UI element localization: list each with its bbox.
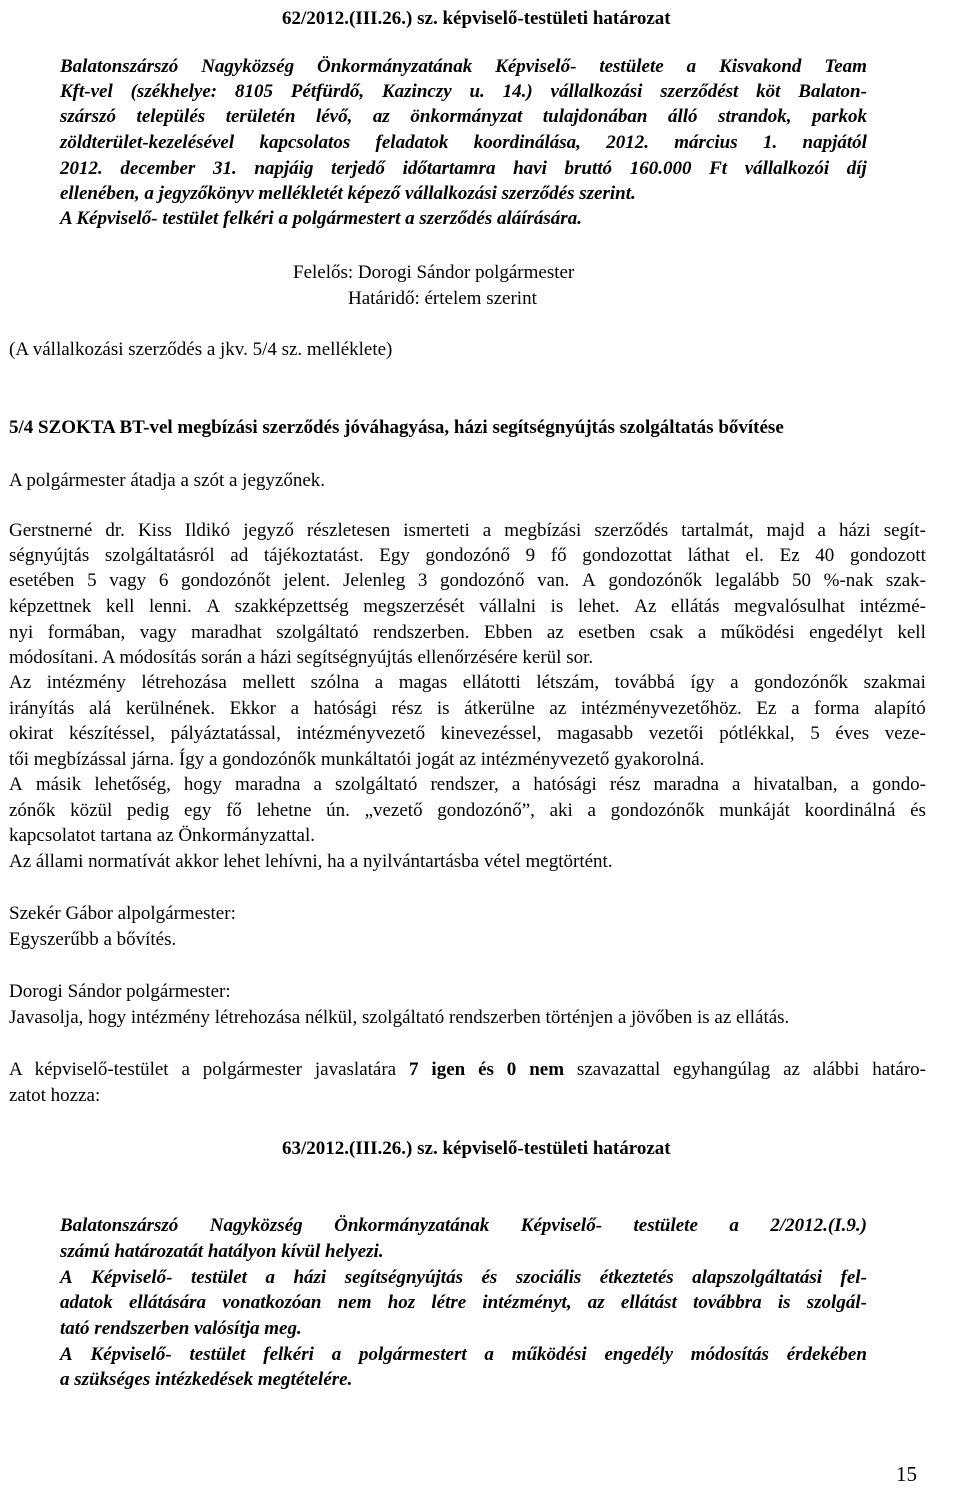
word: legalább xyxy=(714,570,780,591)
word: veze- xyxy=(884,723,926,744)
word: szerződést xyxy=(660,81,739,102)
word: továbbra xyxy=(693,1292,762,1313)
word: ún. xyxy=(326,800,350,821)
word: mellett xyxy=(242,672,296,693)
resolution-62-line xyxy=(60,54,867,80)
word: 3 xyxy=(417,570,428,591)
word: 2012. xyxy=(606,132,649,153)
word: a xyxy=(482,520,492,541)
discussion-line xyxy=(9,543,926,569)
word: alapító xyxy=(874,698,926,719)
word: Képviselő- xyxy=(495,56,577,77)
vote-count: 7 igen és 0 nem xyxy=(409,1059,565,1080)
resolution-62-line: A Képviselő- testület felkéri a polgármestert a szerződés aláírására. xyxy=(60,208,582,229)
word: pótlékkal, xyxy=(719,723,795,744)
word: Ildikó xyxy=(184,520,231,541)
word: 14.) xyxy=(502,81,533,102)
responsible-person: Felelős: Dorogi Sándor polgármester xyxy=(293,262,575,283)
word: kell xyxy=(105,596,135,617)
speaker-statement: Javasolja, hogy intézmény létrehozása nélkül, szolgáltató rendszerben történjen a jövőben is az ellátás. xyxy=(9,1007,790,1028)
word: kell xyxy=(897,622,926,643)
word: a xyxy=(697,622,707,643)
resolution-heading-63: 63/2012.(III.26.) sz. képviselő-testületi határozat xyxy=(282,1138,671,1159)
word: havi xyxy=(513,158,547,179)
word: átkerülne xyxy=(464,698,535,719)
speaker-statement: Egyszerűbb a bővítés. xyxy=(9,929,177,950)
word: fel- xyxy=(840,1267,867,1288)
word: Jelenleg xyxy=(342,570,406,591)
word: gondozónők xyxy=(754,672,849,693)
word: terjedő xyxy=(331,158,385,179)
speaker-name: Dorogi Sándor polgármester: xyxy=(9,981,231,1002)
word: tartalmát, xyxy=(681,520,754,541)
word: Balatonszárszó xyxy=(60,56,179,77)
word: felkéri xyxy=(263,1344,314,1365)
word: esetében xyxy=(9,570,75,591)
resolution-62-line xyxy=(60,156,867,182)
word: hogy xyxy=(183,774,222,795)
word: pedig xyxy=(127,800,170,821)
word: vonatkozóan xyxy=(222,1292,322,1313)
word: működési xyxy=(511,1344,587,1365)
word: létrehozása xyxy=(141,672,227,693)
word: szak- xyxy=(885,570,926,591)
word: település xyxy=(136,106,206,127)
word: is xyxy=(550,596,564,617)
word: 5 xyxy=(810,723,820,744)
word: készítéssel, xyxy=(68,723,155,744)
word: gondozott xyxy=(849,545,926,566)
word: zöldterület-kezelésével xyxy=(60,132,235,153)
word: rész xyxy=(391,698,423,719)
word: Gerstnerné xyxy=(9,520,93,541)
word: álló xyxy=(667,106,698,127)
word: szolgál- xyxy=(806,1292,867,1313)
word: testülete xyxy=(633,1215,698,1236)
word: kapcsolatos xyxy=(259,132,351,153)
word: a xyxy=(313,774,322,795)
word: hivatalban, xyxy=(753,774,838,795)
word: „vezető xyxy=(364,800,423,821)
word: magas xyxy=(398,672,448,693)
discussion-line: Az állami normatívát akkor lehet lehívni, ha a nyilvántartásba vétel megtörtént. xyxy=(9,851,613,872)
word: ellátására xyxy=(128,1292,207,1313)
word: december xyxy=(120,158,196,179)
discussion-line: tői megbízással járna. Így a gondozónők munkáltatói jogát az intézményvezető gyakorolná. xyxy=(9,749,705,770)
word: az xyxy=(587,1292,605,1313)
word: Kft-vel xyxy=(60,81,113,102)
word: gondozónő xyxy=(440,570,525,591)
word: Ebben xyxy=(483,622,533,643)
word: 160.000 xyxy=(629,158,692,179)
word: szociális xyxy=(515,1267,582,1288)
resolution-62-line xyxy=(60,79,867,105)
word: a xyxy=(817,520,826,541)
word: létre xyxy=(431,1292,467,1313)
word: zónők xyxy=(9,800,56,821)
word: lenni. xyxy=(148,596,192,617)
word: időtartamra xyxy=(402,158,496,179)
word: alá xyxy=(89,698,112,719)
word: Képviselő- xyxy=(91,1267,173,1288)
word: ad xyxy=(230,545,249,566)
word: gondozónő”, xyxy=(437,800,535,821)
discussion-line xyxy=(9,721,926,747)
word: működési xyxy=(720,622,795,643)
speaker-name: Szekér Gábor alpolgármester: xyxy=(9,903,236,924)
word: formában, xyxy=(47,622,126,643)
word: testület xyxy=(190,1267,247,1288)
discussion-line xyxy=(9,798,926,824)
word: részletesen xyxy=(306,520,391,541)
word: gondozottat xyxy=(582,545,672,566)
word: szolgáltató xyxy=(276,622,359,643)
word: étkeztetés xyxy=(599,1267,674,1288)
word: okirat xyxy=(9,723,54,744)
word: vagy xyxy=(109,570,147,591)
discussion-line xyxy=(9,696,926,722)
word: a xyxy=(511,774,521,795)
word: lehetőség, xyxy=(94,774,171,795)
word: megbízási xyxy=(504,520,582,541)
word: kinevezéssel, xyxy=(440,723,542,744)
word: Kisvakond xyxy=(719,56,802,77)
word: lehetne xyxy=(256,800,312,821)
word: Kazinczy xyxy=(381,81,452,102)
word: rendszer, xyxy=(430,774,499,795)
word: el. xyxy=(745,545,764,566)
word: Önkormányzatának xyxy=(334,1215,490,1236)
word: segít- xyxy=(883,520,926,541)
word: magasabb xyxy=(557,723,634,744)
word: szerződés xyxy=(594,520,669,541)
resolution-62-line xyxy=(60,104,867,130)
word: testület xyxy=(189,1344,246,1365)
word: esetben xyxy=(578,622,636,643)
word: a xyxy=(730,672,739,693)
word: 2/2012.(I.9.) xyxy=(770,1215,867,1236)
word: koordinálása, xyxy=(473,132,581,153)
word: megszerzését xyxy=(363,596,465,617)
word: strandok, xyxy=(718,106,792,127)
word: az xyxy=(549,698,567,719)
resolution-63-line: a szükséges intézkedések megtételére. xyxy=(60,1369,353,1390)
word: forma xyxy=(814,698,860,719)
word: ismerteti xyxy=(403,520,470,541)
discussion-line xyxy=(9,518,926,544)
resolution-63-line xyxy=(60,1265,867,1291)
word: gondozónő xyxy=(425,545,510,566)
word: területén xyxy=(225,106,296,127)
word: a xyxy=(374,672,384,693)
word: Önkormányzatának xyxy=(317,56,473,77)
word: módosítás xyxy=(690,1344,769,1365)
word: önkormányzat xyxy=(410,106,523,127)
word: a xyxy=(331,1344,342,1365)
word: jelent. xyxy=(283,570,331,591)
word: a xyxy=(265,1267,275,1288)
word: Ez xyxy=(756,698,777,719)
discussion-line xyxy=(9,568,926,594)
word: a xyxy=(729,1215,739,1236)
word: Nagyközség xyxy=(209,1215,303,1236)
word: dr. xyxy=(105,520,125,541)
word: gondozónőt xyxy=(180,570,271,591)
word: A xyxy=(581,570,596,591)
discussion-line xyxy=(9,772,926,798)
word: képzettnek xyxy=(9,596,92,617)
word: egy xyxy=(183,800,212,821)
word: polgármestert xyxy=(358,1344,467,1365)
word: intézményt, xyxy=(482,1292,572,1313)
word: a xyxy=(587,800,596,821)
word: vállalkozási xyxy=(550,81,643,102)
discussion-line xyxy=(9,620,926,646)
word: maradhat xyxy=(191,622,262,643)
word: Egy xyxy=(379,545,410,566)
word: szárszó xyxy=(60,106,116,127)
word: 31. xyxy=(212,158,237,179)
word: házi xyxy=(293,1267,327,1288)
resolution-63-line: tató rendszerben valósítja meg. xyxy=(60,1318,302,1339)
word: Nagyközség xyxy=(201,56,295,77)
word: 50 xyxy=(791,570,811,591)
word: hoz xyxy=(387,1292,416,1313)
word: parkok xyxy=(812,106,867,127)
word: maradna xyxy=(653,774,719,795)
word: is xyxy=(436,698,450,719)
word: létszám, xyxy=(536,672,600,693)
word: a xyxy=(484,1344,494,1365)
word: 40 xyxy=(815,545,835,566)
word: csak xyxy=(649,622,684,643)
word: hatósági xyxy=(313,698,377,719)
word: érdekében xyxy=(786,1344,867,1365)
word: napjától xyxy=(802,132,867,153)
word: Ft xyxy=(709,158,728,179)
word: segítségnyújtás xyxy=(344,1267,463,1288)
word: a xyxy=(732,774,741,795)
word: házi xyxy=(839,520,871,541)
word: irányítás xyxy=(9,698,75,719)
word: Kiss xyxy=(137,520,172,541)
word: engedélyt xyxy=(809,622,883,643)
vote-result-line: zatot hozza: xyxy=(9,1085,101,1106)
word: A xyxy=(60,1344,73,1365)
word: intézményvezetőhöz. xyxy=(580,698,742,719)
word: és xyxy=(910,800,926,821)
word: lévő, xyxy=(315,106,353,127)
word: gondo- xyxy=(872,774,926,795)
word: bruttó xyxy=(564,158,613,179)
word: vállalni xyxy=(479,596,537,617)
word: 9 xyxy=(525,545,536,566)
word: nem xyxy=(337,1292,372,1313)
annex-note: (A vállalkozási szerződés a jkv. 5/4 sz. melléklete) xyxy=(9,339,393,360)
word: testülete xyxy=(599,56,664,77)
word: március xyxy=(674,132,738,153)
resolution-62-line: ellenében, a jegyzőkönyv mellékletét képező vállalkozási szerződés szerint. xyxy=(60,183,636,204)
word: továbbá xyxy=(614,672,675,693)
agenda-item-title: 5/4 SZOKTA BT-vel megbízási szerződés jóváhagyása, házi segítségnyújtás szolgáltatás bővítése xyxy=(9,417,784,438)
word: Az xyxy=(9,672,32,693)
word: Team xyxy=(824,56,867,77)
word: Ekkor xyxy=(229,698,277,719)
word: majd xyxy=(766,520,805,541)
word: gondozónők xyxy=(608,570,703,591)
word: lehet. xyxy=(577,596,620,617)
discussion-line xyxy=(9,670,926,696)
word: fő xyxy=(550,545,567,566)
resolution-63-line: számú határozatát hatályon kívül helyezi. xyxy=(60,1241,384,1262)
word: szakképzettség xyxy=(234,596,349,617)
word: az xyxy=(546,622,564,643)
word: a xyxy=(850,774,859,795)
word: munkáját xyxy=(719,800,790,821)
word: rész xyxy=(609,774,641,795)
word: rendszerben. xyxy=(372,622,470,643)
word: Ez xyxy=(779,545,800,566)
word: A xyxy=(60,1267,73,1288)
word: tájékoztatást. xyxy=(263,545,364,566)
resolution-63-line xyxy=(60,1290,867,1316)
word: Balatonszárszó xyxy=(60,1215,179,1236)
word: és xyxy=(481,1267,498,1288)
word: koordinálná xyxy=(804,800,896,821)
word: feladatok xyxy=(375,132,449,153)
word: intézményvezető xyxy=(296,723,426,744)
resolution-63-line xyxy=(60,1342,867,1368)
word: éves xyxy=(835,723,870,744)
word: u. xyxy=(469,81,485,102)
word: megvalósulhat xyxy=(734,596,845,617)
word: díj xyxy=(846,158,867,179)
word: tulajdonában xyxy=(542,106,648,127)
word: Pétfürdő, xyxy=(290,81,365,102)
discussion-line: módosítani. A módosítás során a házi segítségnyújtás ellenőrzésére kerül sor. xyxy=(9,647,594,668)
discussion-line xyxy=(9,594,926,620)
word: intézmé- xyxy=(859,596,926,617)
word: 8105 xyxy=(234,81,273,102)
discussion-line: kapcsolatot tartana az Önkormányzattal. xyxy=(9,825,315,846)
word: Képviselő- xyxy=(90,1344,172,1365)
resolution-62-line xyxy=(60,130,867,156)
word: a xyxy=(290,698,300,719)
word: köt xyxy=(756,81,781,102)
word: alapszolgáltatási xyxy=(692,1267,823,1288)
word: Képviselő- xyxy=(520,1215,603,1236)
word: Balaton- xyxy=(798,81,867,102)
page-number: 15 xyxy=(896,1462,917,1486)
word: hatósági xyxy=(533,774,597,795)
word: jegyző xyxy=(243,520,294,541)
word: szakmai xyxy=(863,672,926,693)
word: A xyxy=(9,774,23,795)
deadline: Határidő: értelem szerint xyxy=(348,288,537,309)
word: aki xyxy=(549,800,573,821)
word: közül xyxy=(70,800,113,821)
word: másik xyxy=(35,774,82,795)
word: 6 xyxy=(158,570,169,591)
word: %-nak xyxy=(823,570,874,591)
word: van. xyxy=(537,570,570,591)
word: ellátás xyxy=(670,596,720,617)
word: 5 xyxy=(87,570,97,591)
word: Az xyxy=(634,596,657,617)
word: fő xyxy=(226,800,242,821)
word: a xyxy=(686,56,697,77)
word: napjáig xyxy=(254,158,314,179)
word: szólna xyxy=(310,672,360,693)
word: is xyxy=(777,1292,791,1313)
word: 2012. xyxy=(60,158,103,179)
word: intézmény xyxy=(46,672,126,693)
intro-text: A polgármester átadja a szót a jegyzőnek. xyxy=(9,470,326,491)
resolution-63-line xyxy=(60,1213,867,1239)
word: pályáztatással, xyxy=(170,723,281,744)
word: A xyxy=(206,596,221,617)
word: nyi xyxy=(9,622,34,643)
word: 1. xyxy=(762,132,778,153)
word: ellátotti xyxy=(462,672,521,693)
word: szolgáltató xyxy=(335,774,418,795)
word: szolgáltatásról xyxy=(104,545,215,566)
word: vagy xyxy=(139,622,177,643)
word: vállalkozói xyxy=(744,158,830,179)
word: a xyxy=(791,698,800,719)
word: láthat xyxy=(687,545,730,566)
word: az xyxy=(372,106,390,127)
resolution-heading-62: 62/2012.(III.26.) sz. képviselő-testületi határozat xyxy=(282,8,671,29)
word: maradna xyxy=(235,774,301,795)
word: kerülnének. xyxy=(125,698,215,719)
word: vezetői xyxy=(648,723,704,744)
word: adatok xyxy=(60,1292,113,1313)
word: gondozónők xyxy=(610,800,705,821)
word: engedély xyxy=(604,1344,674,1365)
word: ellátást xyxy=(620,1292,677,1313)
word: így xyxy=(690,672,715,693)
vote-result-line: A képviselő-testület a polgármester javaslatára 7 igen és 0 nem szavazattal egyhangúlag az alábbi határo- xyxy=(9,1059,926,1080)
word: (székhelye: xyxy=(130,81,218,102)
word: ségnyújtás xyxy=(9,545,90,566)
